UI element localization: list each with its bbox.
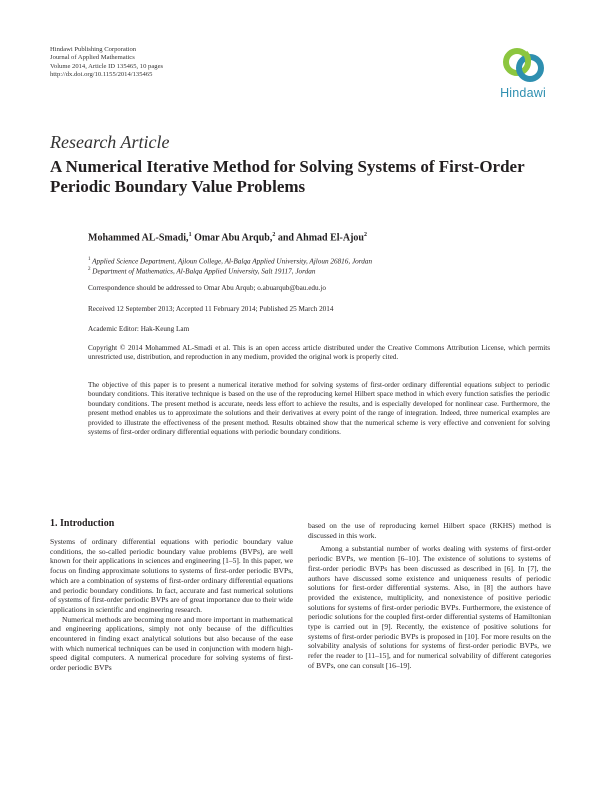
copyright-notice: Copyright © 2014 Mohammed AL-Smadi et al. This is an open access article distributed under the Creative Commons Attribution License, which permits unrestricted use, distribution, and reproduction in any medium, provided the original work is properly cited. xyxy=(88,344,550,362)
author-name: Omar Abu Arqub, xyxy=(191,232,273,244)
academic-editor: Academic Editor: Hak-Keung Lam xyxy=(88,325,190,333)
section-heading: 1. Introduction xyxy=(50,518,115,529)
affiliation-mark: 2 xyxy=(88,267,91,272)
doi-link[interactable]: http://dx.doi.org/10.1155/2014/135465 xyxy=(50,71,153,79)
article-title: A Numerical Iterative Method for Solving Systems of First-Order Periodic Boundary Value Problems xyxy=(50,157,525,196)
publisher-name: Hindawi Publishing Corporation xyxy=(50,46,137,53)
affiliation-text: Applied Science Department, Ajloun College, Al-Balqa Applied University, Ajloun 26816, Jordan xyxy=(90,257,373,266)
author-affiliation-mark: 2 xyxy=(272,232,276,238)
author-affiliation-mark: 2 xyxy=(363,232,367,238)
body-column-right xyxy=(308,521,551,671)
author-list xyxy=(88,232,367,243)
journal-name: Journal of Applied Mathematics xyxy=(50,54,135,62)
author-affiliation-mark: 1 xyxy=(188,232,192,238)
affiliation-text: Department of Mathematics, Al-Balqa Applied University, Salt 19117, Jordan xyxy=(90,267,316,276)
paragraph: based on the use of reproducing kernel Hilbert space (RKHS) method is discussed in this work. xyxy=(308,521,551,540)
journal-header xyxy=(50,46,163,80)
author-name: and Ahmad El-Ajou xyxy=(275,232,364,244)
hindawi-logo-icon xyxy=(499,45,547,85)
correspondence: Correspondence should be addressed to Omar Abu Arqub; o.abuarqub@bau.edu.jo xyxy=(88,284,326,292)
paragraph: Numerical methods are becoming more and more important in mathematical and engineering applications, simply not only because of the difficulties encountered in finding exact analytical solutions but also because of the ease with which numerical techniques can be used in conjunction with modern high-speed digital computers. A numerical procedure for solving systems of first-order periodic BVPs xyxy=(50,614,293,673)
body-column-left xyxy=(50,537,293,673)
affiliation-mark: 1 xyxy=(88,257,91,262)
volume-info: Volume 2014, Article ID 135465, 10 pages xyxy=(50,62,164,70)
article-type: Research Article xyxy=(50,132,170,152)
affiliation-2 xyxy=(88,265,315,276)
paragraph: Among a substantial number of works dealing with systems of first-order periodic BVPs, we mention [6–10]. The existence of solutions to systems of first-order periodic BVPs has been discussed as described in [6]. In [7], the authors have discussed some existence and uniqueness results of periodic solutions for first-order differential systems. Also, in [8] the authors have provided the existence, multiplicity, and nonexistence of positive periodic solutions for systems of first-order periodic BVPs. Furthermore, the existence of periodic solutions for the coupled first-order differential systems of Hamiltonian type is carried out in [9]. Recently, the existence of positive solutions for systems of first-order periodic BVPs is proposed in [10]. For more results on the solvability analysis of solutions for systems of first-order periodic BVPs, we refer the reader to [11–15], and for numerical solvability of different categories of BVPs, one can consult [16–19]. xyxy=(308,544,551,670)
author-name: Mohammed AL-Smadi, xyxy=(88,232,189,244)
paragraph: Systems of ordinary differential equations with periodic boundary value conditions, the so-called periodic boundary value problems (BVPs), are well known for their applications in sciences and engineering [1–5]. In this paper, we focus on finding approximate solutions to systems of first-order periodic BVPs, which are a combination of systems of first-order ordinary differential equations and periodic boundary conditions. In fact, accurate and fast numerical solutions of systems of first-order periodic BVPs are of great importance due to their wide applications in scientific and engineering research. xyxy=(50,537,293,614)
article-dates: Received 12 September 2013; Accepted 11 February 2014; Published 25 March 2014 xyxy=(88,305,334,313)
abstract: The objective of this paper is to present a numerical iterative method for solving systems of first-order ordinary differential equations subject to periodic boundary conditions. This iterative technique is based on the use of the reproducing kernel Hilbert space method in which every function satisfies the periodic boundary conditions. The present method is accurate, needs less effort to achieve the results, and is especially developed for nonlinear case. Furthermore, the present method enables us to approximate the solutions and their derivatives at every point of the range of integration. Indeed, three numerical examples are provided to illustrate the effectiveness of the present method. Results obtained show that the numerical scheme is very effective and convenient for solving systems of first-order ordinary differential equations with periodic boundary conditions. xyxy=(88,381,550,437)
logo-text: Hindawi xyxy=(500,86,546,100)
hindawi-logo xyxy=(490,45,556,100)
